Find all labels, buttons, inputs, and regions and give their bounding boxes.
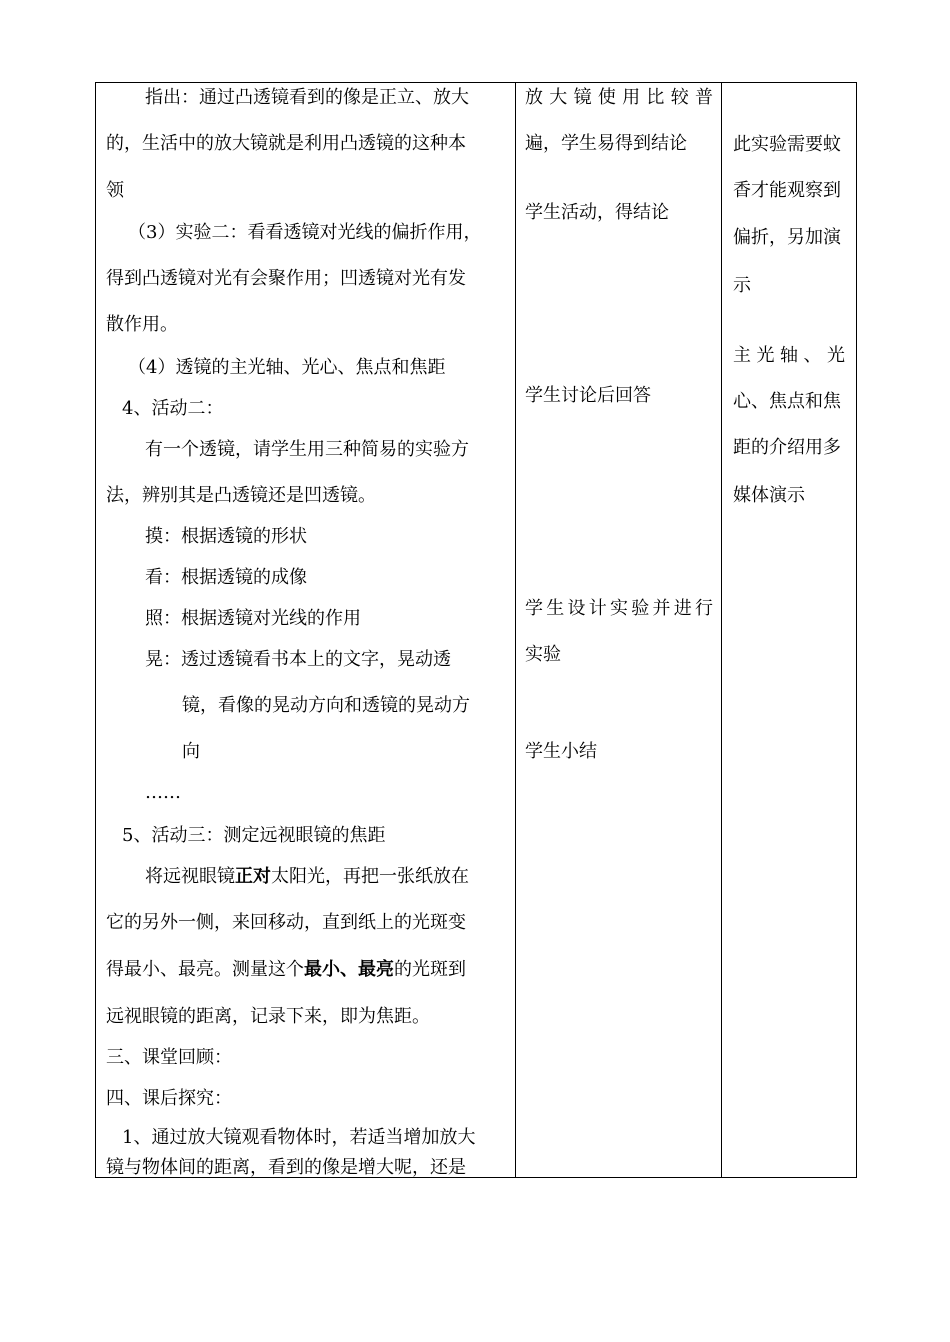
- text-line: 法，辨别其是凸透镜还是凹透镜。: [106, 485, 376, 506]
- method-item: 看：根据透镜的成像: [145, 567, 307, 588]
- text-line: 的，生活中的放大镜就是利用凸透镜的这种本: [106, 133, 466, 154]
- text-line: 学生小结: [525, 741, 597, 762]
- text-line: 镜与物体间的距离，看到的像是增大呢，还是: [106, 1157, 466, 1178]
- text-line: 向: [182, 741, 200, 762]
- text-line: 距的介绍用多: [733, 437, 841, 458]
- char: 用: [622, 87, 641, 108]
- text-line: 香才能观察到: [733, 180, 841, 201]
- char: 验: [631, 598, 650, 619]
- text-line: 将远视眼镜正对太阳光，再把一张纸放在: [145, 866, 469, 887]
- char: 放: [525, 87, 543, 108]
- char: 普: [694, 87, 713, 108]
- char: 光: [827, 345, 845, 366]
- method-item: 摸：根据透镜的形状: [145, 526, 307, 547]
- char: 使: [597, 87, 616, 108]
- text-line: 1、通过放大镜观看物体时，若适当增加放大: [122, 1127, 476, 1148]
- char: 计: [588, 598, 607, 619]
- emphasis: 最小、最亮: [304, 959, 394, 980]
- text-line: 得到凸透镜对光有会聚作用；凹透镜对光有发: [106, 268, 466, 289]
- section-heading: 四、课后探究：: [106, 1088, 232, 1109]
- text-line: 散作用。: [106, 314, 178, 335]
- text-line: 偏折，另加演: [733, 227, 841, 248]
- text-line: 指出：通过凸透镜看到的像是正立、放大: [145, 87, 469, 108]
- text-line: 远视眼镜的距离，记录下来，即为焦距。: [106, 1006, 430, 1027]
- char: 行: [695, 598, 713, 619]
- text-line: [525, 598, 713, 620]
- char: 生: [546, 598, 565, 619]
- char: 轴: [780, 345, 798, 366]
- char: 大: [549, 87, 568, 108]
- activity-title: 4、活动二：: [122, 398, 224, 419]
- char: 比: [646, 87, 665, 108]
- ellipsis: ……: [145, 782, 181, 803]
- text-line: 得最小、最亮。测量这个最小、最亮的光斑到: [106, 959, 466, 980]
- method-item: 照：根据透镜对光线的作用: [145, 608, 361, 629]
- method-item: 晃：透过透镜看书本上的文字，晃动透: [145, 649, 451, 670]
- column-divider: [515, 83, 516, 1177]
- text-line: 它的另外一侧，来回移动，直到纸上的光斑变: [106, 912, 466, 933]
- text-line: 示: [733, 275, 751, 296]
- text-line: （3）实验二：看看透镜对光线的偏折作用，: [128, 222, 482, 243]
- text-line: 媒体演示: [733, 485, 805, 506]
- text-line: 实验: [525, 644, 561, 665]
- text-line: 此实验需要蚊: [733, 134, 841, 155]
- char: 光: [756, 345, 775, 366]
- activity-title: 5、活动三：测定远视眼镜的焦距: [122, 825, 386, 846]
- text-line: 领: [106, 180, 124, 201]
- text-line: （4）透镜的主光轴、光心、焦点和焦距: [128, 357, 446, 378]
- char: 设: [567, 598, 586, 619]
- text-line: [733, 345, 845, 367]
- emphasis: 正对: [235, 866, 271, 887]
- text-line: 有一个透镜，请学生用三种简易的实验方: [145, 439, 469, 460]
- text-line: 遍，学生易得到结论: [525, 133, 687, 154]
- char: 镜: [573, 87, 592, 108]
- text-line: 学生活动，得结论: [525, 202, 669, 223]
- char: 实: [610, 598, 628, 619]
- char: 主: [733, 345, 751, 366]
- char: 学: [525, 598, 543, 619]
- text-line: 心、焦点和焦: [733, 391, 841, 412]
- char: 进: [673, 598, 692, 619]
- char: 、: [803, 345, 822, 366]
- text-line: 学生讨论后回答: [525, 385, 651, 406]
- text-line: [525, 87, 713, 109]
- text-line: 镜，看像的晃动方向和透镜的晃动方: [182, 695, 470, 716]
- char: 较: [670, 87, 689, 108]
- char: 并: [652, 598, 671, 619]
- section-heading: 三、课堂回顾：: [106, 1047, 232, 1068]
- column-divider: [721, 83, 722, 1177]
